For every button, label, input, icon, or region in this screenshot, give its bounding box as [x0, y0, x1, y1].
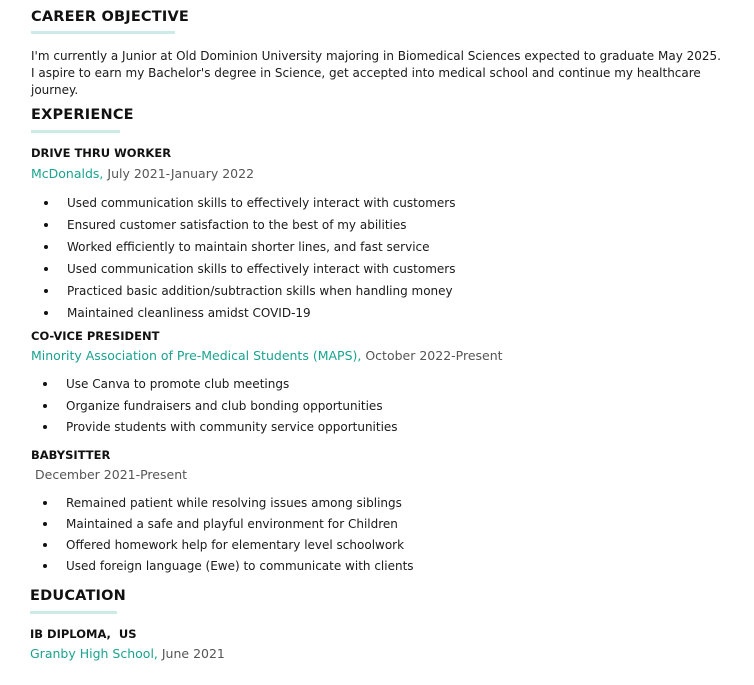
job-title-babysitter: BABYSITTER: [31, 448, 111, 462]
education-underline: [30, 611, 117, 614]
education-school: Granby High School,: [30, 646, 158, 661]
experience-underline: [31, 130, 120, 133]
job-title-drive-thru-worker: DRIVE THRU WORKER: [31, 146, 172, 160]
job-organization: Minority Association of Pre-Medical Students (MAPS),: [31, 348, 362, 363]
career-objective-text: I'm currently a Junior at Old Dominion University majoring in Biomedical Sciences expected to graduate May 2025. I aspire to earn my Bachelor's degree in Science, get accepted into medical school and continue my healthcare journey.: [31, 49, 721, 97]
bullet-icon: [44, 311, 48, 315]
education-school-line: [30, 646, 225, 661]
education-degree: IB DIPLOMA, US: [30, 627, 137, 641]
bullet-icon: [43, 382, 47, 386]
job-title-co-vice-president: CO-VICE PRESIDENT: [31, 329, 160, 343]
education-heading: EDUCATION: [30, 588, 127, 604]
bullet-icon: [43, 425, 47, 429]
bullet-icon: [43, 543, 47, 547]
experience-heading: EXPERIENCE: [31, 107, 134, 123]
education-date: June 2021: [161, 646, 225, 661]
job-org-line: [31, 166, 254, 181]
job-dates: October 2022-Present: [365, 348, 503, 363]
job-dates: December 2021-Present: [35, 467, 188, 482]
career-objective-heading: CAREER OBJECTIVE: [31, 9, 189, 25]
bullet-icon: [44, 267, 48, 271]
bullet-icon: [44, 289, 48, 293]
job-org-line: [35, 467, 187, 482]
bullet-icon: [43, 501, 47, 505]
bullet-icon: [44, 201, 48, 205]
bullet-icon: [44, 245, 48, 249]
job-organization: McDonalds,: [31, 166, 104, 181]
job-dates: July 2021-January 2022: [107, 166, 255, 181]
career-objective-underline: [31, 31, 175, 34]
bullet-icon: [43, 522, 47, 526]
job-org-line: [31, 348, 503, 363]
bullet-icon: [43, 404, 47, 408]
bullet-icon: [43, 564, 47, 568]
bullet-icon: [44, 223, 48, 227]
